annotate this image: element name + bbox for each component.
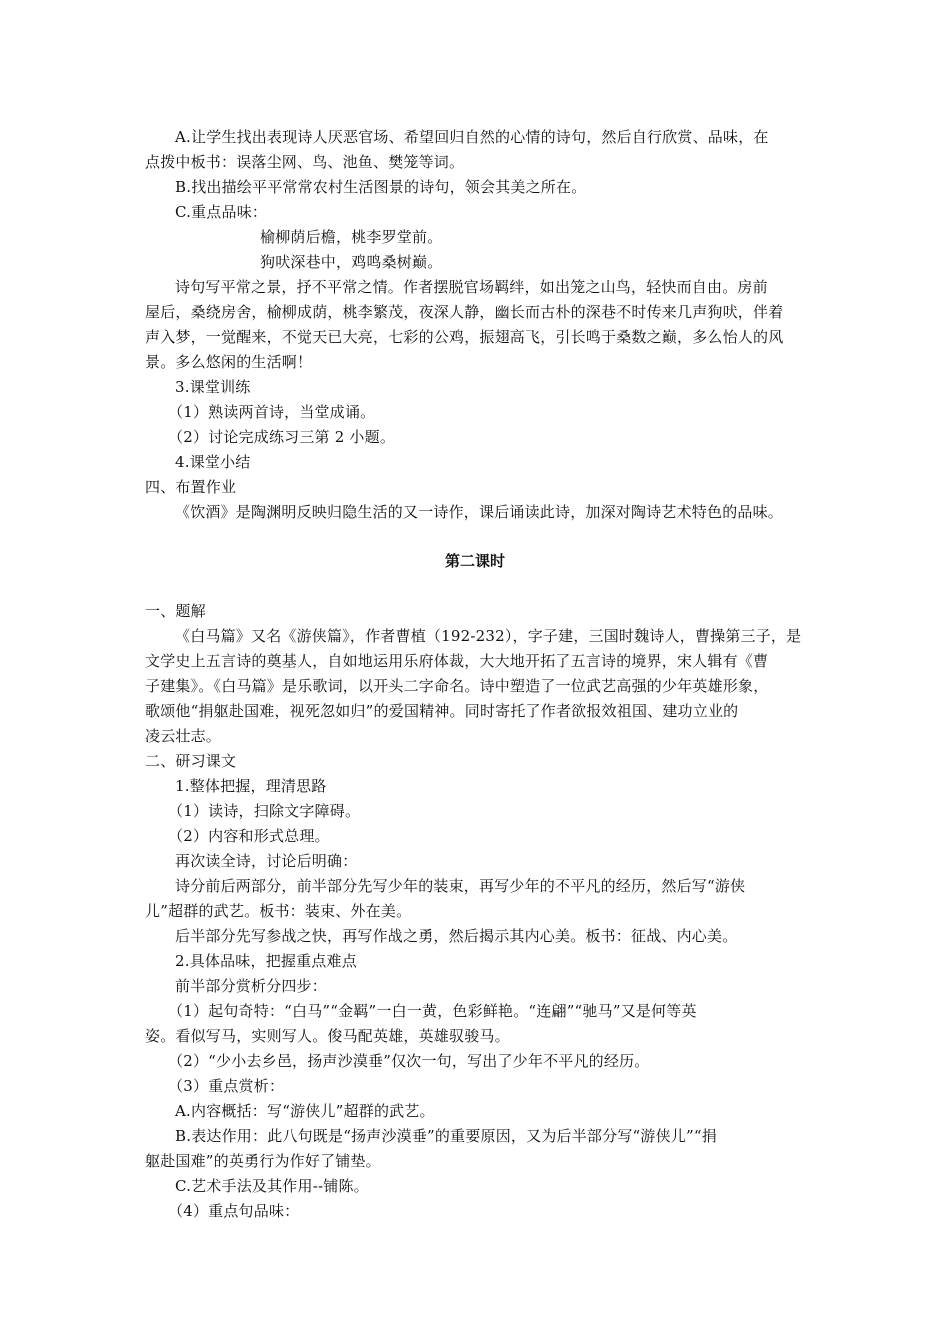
text-line: A.让学生找出表现诗人厌恶官场、希望回归自然的心情的诗句，然后自行欣赏、品味，在 — [175, 128, 769, 146]
text-line: 凌云壮志。 — [145, 727, 222, 745]
text-line: 《饮酒》是陶渊明反映归隐生活的又一诗作，课后诵读此诗，加深对陶诗艺术特色的品味。 — [175, 503, 784, 521]
text-line: （4）重点句品味： — [168, 1202, 300, 1220]
heading-line: 一、题解 — [145, 602, 206, 620]
text-line: 再次读全诗，讨论后明确： — [175, 852, 358, 870]
text-line: 儿”超群的武艺。板书：装束、外在美。 — [145, 902, 412, 920]
text-line: 4.课堂小结 — [175, 453, 251, 471]
text-line: 3.课堂训练 — [175, 378, 251, 396]
text-line: B.找出描绘平平常常农村生活图景的诗句，领会其美之所在。 — [175, 178, 587, 196]
text-line: 前半部分赏析分四步： — [175, 977, 328, 995]
text-line: C.艺术手法及其作用--铺陈。 — [175, 1177, 369, 1195]
text-line: 子建集》。《白马篇》是乐歌词，以开头二字命名。诗中塑造了一位武艺高强的少年英雄形象， — [145, 677, 769, 695]
text-line: 2.具体品味，把握重点难点 — [175, 952, 357, 970]
text-line: （3）重点赏析： — [168, 1077, 285, 1095]
text-line: 《白马篇》又名《游侠篇》，作者曹植（192-232），字子建，三国时魏诗人，曹操第三子，是 — [175, 627, 802, 645]
text-line: 景。多么悠闲的生活啊！ — [145, 353, 313, 371]
text-line: 文学史上五言诗的奠基人，自如地运用乐府体裁，大大地开拓了五言诗的境界，宋人辑有《曹 — [145, 652, 769, 670]
poem-line: 狗吠深巷中，鸡鸣桑树巅。 — [260, 253, 443, 271]
text-line: 1.整体把握，理清思路 — [175, 777, 327, 795]
text-line: 诗句写平常之景，抒不平常之情。作者摆脱官场羁绊，如出笼之山鸟，轻快而自由。房前 — [175, 278, 768, 296]
text-line: 点拨中板书：误落尘网、鸟、池鱼、樊笼等词。 — [145, 153, 465, 171]
text-line: B.表达作用：此八句既是“扬声沙漠垂”的重要原因，又为后半部分写“游侠儿”“捐 — [175, 1127, 717, 1145]
text-line: （2）内容和形式总理。 — [168, 827, 330, 845]
text-line: A.内容概括：写“游侠儿”超群的武艺。 — [175, 1102, 435, 1120]
text-line: C.重点品味： — [175, 203, 268, 221]
text-line: 声入梦，一觉醒来，不觉天已大亮，七彩的公鸡，振翅高飞，引长鸣于桑数之巅，多么怡人的风 — [145, 328, 784, 346]
text-line: （1）读诗，扫除文字障碍。 — [168, 802, 361, 820]
heading-line: 二、研习课文 — [145, 752, 237, 770]
text-line: （1）熟读两首诗，当堂成诵。 — [168, 403, 376, 421]
text-line: 诗分前后两部分，前半部分先写少年的装束，再写少年的不平凡的经历，然后写“游侠 — [175, 877, 746, 895]
text-line: 歌颂他“捐躯赴国难，视死忽如归”的爱国精神。同时寄托了作者欲报效祖国、建功立业的 — [145, 702, 739, 720]
text-line: 躯赴国难”的英勇行为作好了铺垫。 — [145, 1152, 381, 1170]
text-line: （2）“少小去乡邑，扬声沙漠垂”仅次一句，写出了少年不平凡的经历。 — [168, 1052, 650, 1070]
heading-line: 四、布置作业 — [145, 478, 237, 496]
text-line: （1）起句奇特：“白马”“金羁”一白一黄，色彩鲜艳。“连翩”“驰马”又是何等英 — [168, 1002, 697, 1020]
text-line: 后半部分先写参战之快，再写作战之勇，然后揭示其内心美。板书：征战、内心美。 — [175, 927, 738, 945]
section-title: 第二课时 — [444, 552, 505, 570]
text-line: 姿。看似写马，实则写人。俊马配英雄，英雄驭骏马。 — [145, 1027, 510, 1045]
text-line: （2）讨论完成练习三第 2 小题。 — [168, 428, 396, 446]
poem-line: 榆柳荫后檐，桃李罗堂前。 — [260, 228, 443, 246]
text-line: 屋后，桑绕房舍，榆柳成荫，桃李繁茂，夜深人静，幽长而古朴的深巷不时传来几声狗吠，伴着 — [145, 303, 784, 321]
